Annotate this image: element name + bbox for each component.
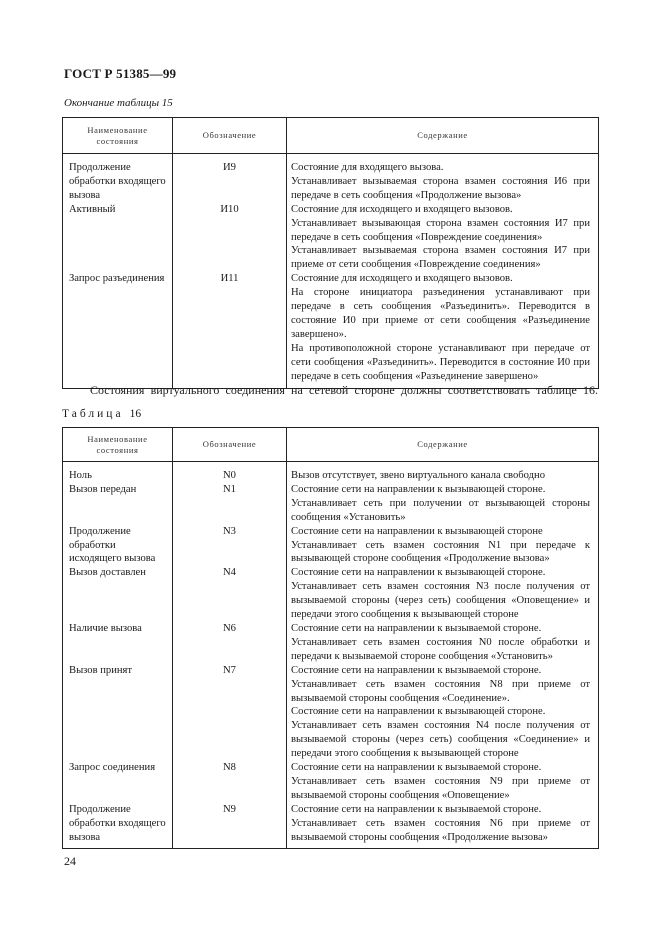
table-row xyxy=(63,272,599,388)
content-line: Состояние сети на направлении к вызываемой стороне. xyxy=(291,622,542,634)
content-line: Устанавливает сеть взамен состояния N3 после получения от вызываемой стороны (через сеть) сообщения «Оповещение» и передачи этого сообщения к вызывающей стороне xyxy=(291,581,590,621)
document-code-header: ГОСТ Р 51385—99 xyxy=(64,66,177,81)
content-line: Устанавливает сеть взамен состояния N9 при приеме от вызываемой стороны сообщения «Оповещение» xyxy=(291,775,590,801)
state-content xyxy=(287,203,599,273)
content-line: Вызов отсутствует, звено виртуального канала свободно xyxy=(291,470,546,481)
state-content xyxy=(287,483,599,525)
state-name: Продолжение обработки входящего вызова xyxy=(63,154,173,203)
table-row xyxy=(63,203,599,273)
table16-caption-word: Таблица xyxy=(62,408,124,420)
state-code: И11 xyxy=(173,272,287,388)
state-name: Продолжение обработки входящего вызова xyxy=(63,803,173,849)
column-header-name: Наименование состояния xyxy=(63,118,173,154)
state-content xyxy=(287,272,599,388)
table16-caption xyxy=(62,408,141,420)
content-line: Устанавливает сеть взамен состояния N0 после обработки и передачи к вызываемой стороне сообщения «Установить» xyxy=(291,636,590,662)
table-16 xyxy=(62,427,599,849)
table-15 xyxy=(62,117,599,389)
table-row xyxy=(63,154,599,203)
table-row xyxy=(63,622,599,664)
content-line: Устанавливает сеть взамен состояния N1 при передаче к вызывающей стороне сообщения «Продолжение вызова» xyxy=(291,539,590,565)
state-name: Вызов доставлен xyxy=(63,566,173,622)
content-line: Состояние сети на направлении к вызывающей стороне. xyxy=(291,483,546,495)
content-line: Устанавливает вызываемая сторона взамен состояния И6 при передаче в сеть сообщения «Продолжение вызова» xyxy=(291,175,590,201)
column-header-code: Обозначение xyxy=(173,428,287,462)
state-code: N4 xyxy=(173,566,287,622)
content-line: Состояние сети на направлении к вызываемой стороне. xyxy=(291,762,542,774)
table-row xyxy=(63,462,599,483)
state-content xyxy=(287,525,599,567)
state-code: N3 xyxy=(173,525,287,567)
state-name: Активный xyxy=(63,203,173,273)
state-content xyxy=(287,462,599,483)
state-code: N9 xyxy=(173,803,287,849)
state-content xyxy=(287,761,599,803)
state-content xyxy=(287,566,599,622)
column-header-content: Содержание xyxy=(287,428,599,462)
state-content xyxy=(287,154,599,203)
table-header-row xyxy=(63,428,599,462)
state-name: Продолжение обработки исходящего вызова xyxy=(63,525,173,567)
content-line: На противоположной стороне устанавливают при передаче от сети сообщения «Разъединить». Переводится в состояние И0 при передаче в сеть сообщения «Разъединение завершено» xyxy=(291,342,590,382)
state-code: И9 xyxy=(173,154,287,203)
content-line: Состояние сети на направлении к вызывающей стороне. xyxy=(291,706,546,718)
table-row xyxy=(63,525,599,567)
state-name: Ноль xyxy=(63,462,173,483)
table-row xyxy=(63,761,599,803)
state-code: И10 xyxy=(173,203,287,273)
state-code: N7 xyxy=(173,664,287,761)
content-line: На стороне инициатора разъединения устанавливают при передаче в сеть сообщения «Разъединить». Переводится в состояние И0 при приеме от сети сообщения «Разъединение завершено». xyxy=(291,287,590,340)
state-name: Вызов передан xyxy=(63,483,173,525)
content-line: Устанавливает сеть взамен состояния N4 после получения от вызываемой стороны (через сеть) сообщения «Соединение» и передачи этого сообщения к вызывающей стороне xyxy=(291,720,590,760)
state-name: Запрос разъединения xyxy=(63,272,173,388)
state-code: N0 xyxy=(173,462,287,483)
column-header-name: Наименование состояния xyxy=(63,428,173,462)
content-line: Состояние сети на направлении к вызывающей стороне. xyxy=(291,567,546,579)
body-paragraph: Состояния виртуального соединения на сетевой стороне должны соответствовать таблице 16. xyxy=(90,383,598,397)
column-header-content: Содержание xyxy=(287,118,599,154)
state-code: N1 xyxy=(173,483,287,525)
table15-caption: Окончание таблицы 15 xyxy=(64,97,173,109)
content-line: Состояние сети на направлении к вызываемой стороне. xyxy=(291,664,542,676)
page-number: 24 xyxy=(64,854,76,868)
state-content xyxy=(287,664,599,761)
state-name: Запрос соединения xyxy=(63,761,173,803)
state-code: N6 xyxy=(173,622,287,664)
table-row xyxy=(63,566,599,622)
table-row xyxy=(63,664,599,761)
column-header-code: Обозначение xyxy=(173,118,287,154)
content-line: Состояние сети на направлении к вызывающей стороне xyxy=(291,525,543,537)
content-line: Состояние для входящего вызова. xyxy=(291,162,444,173)
content-line: Устанавливает сеть взамен состояния N8 при приеме от вызываемой стороны сообщения «Соединение». xyxy=(291,678,590,704)
content-line: Устанавливает сеть взамен состояния N6 при приеме от вызываемой стороны сообщения «Продолжение вызова» xyxy=(291,817,590,843)
state-content xyxy=(287,803,599,849)
table16-caption-number: 16 xyxy=(129,408,142,420)
state-content xyxy=(287,622,599,664)
state-name: Вызов принят xyxy=(63,664,173,761)
table-row xyxy=(63,483,599,525)
content-line: Устанавливает вызывающая сторона взамен состояния И7 при передаче в сеть сообщения «Повреждение соединения» xyxy=(291,217,590,243)
content-line: Состояние для исходящего и входящего вызовов. xyxy=(291,203,513,215)
content-line: Состояние для исходящего и входящего вызовов. xyxy=(291,273,513,285)
content-line: Устанавливает сеть при получении от вызывающей стороны сообщения «Установить» xyxy=(291,497,590,523)
state-name: Наличие вызова xyxy=(63,622,173,664)
content-line: Устанавливает вызываемая сторона взамен состояния И7 при приеме от сети сообщения «Повреждение соединения» xyxy=(291,245,590,271)
state-code: N8 xyxy=(173,761,287,803)
table-header-row xyxy=(63,118,599,154)
table-row xyxy=(63,803,599,849)
content-line: Состояние сети на направлении к вызываемой стороне. xyxy=(291,803,542,815)
